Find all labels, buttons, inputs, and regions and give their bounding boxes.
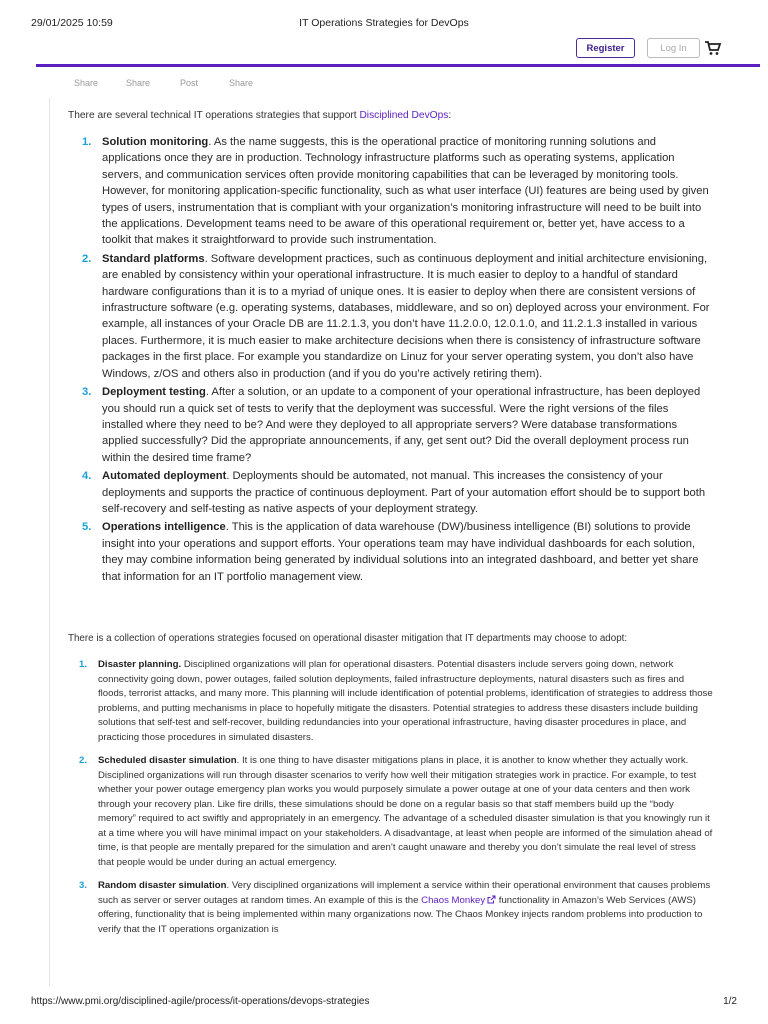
register-button[interactable]: Register — [576, 38, 635, 58]
item-term: Scheduled disaster simulation — [98, 755, 237, 766]
chaos-monkey-link[interactable]: Chaos Monkey — [421, 894, 486, 906]
list-item: 4. Automated deployment. Deployments should be automated, not manual. This increases the consistency of your deployments and supports the practice of continuous deployment. Part of your automation effort should be to support both self-recovery and self-testing as native aspects of your deployment strategy. — [82, 470, 706, 515]
header-accent-line — [36, 64, 760, 67]
item-text: . Very disciplined organizations will implement a service within their operational environment that causes problems such as server or server outages at random times. An example of this is the — [98, 880, 711, 906]
item-term: Deployment testing — [102, 386, 206, 399]
item-term: Standard platforms — [102, 252, 205, 265]
item-text: Disciplined organizations will plan for operational disasters. Potential disasters include servers going down, network connectivity going down, power outages, failed solution deployments, failed infrastructure deployments, natural disasters such as fires and floods, terrorist attacks, and many more. This planning will include identification of potential problems, identification of strategies to address those problems, and putting mechanisms in place to hopefully mitigate the disasters. Potential strategies to address these disasters include building solutions that self-test and self-recover, building redundancies into your operational infrastructure, having disaster procedures in place, and practicing those procedures in simulated disasters. — [98, 659, 713, 743]
item-term: Solution monitoring — [102, 136, 209, 148]
print-header — [31, 17, 737, 31]
item-text: . Software development practices, such as continuous deployment and initial architecture envisioning, are enabled by consistency within your operational infrastructure. It is much easier to deploy to a handful of standard hardware configurations than it is to a myriad of unique ones. It is easier to deploy when there are consistent versions of infrastructure software (e.g. operating systems, databases, middleware, and so on) deployed across your environment. For example, all instances of your Oracle DB are 11.2.1.3, you don’t have 11.2.0.0, 12.0.1.0, and 11.2.1.3 installed in various places. Furthermore, it is much easier to make architecture decisions when there is consistency of infrastructure software packages in the first place. For example you standardize on Linuz for your server operating system, you don’t also have Windows, z/OS and others also in production (and if you do you’re actively retiring them). — [102, 252, 710, 380]
disciplined-devops-link[interactable]: Disciplined DevOps — [359, 110, 449, 121]
print-footer — [31, 996, 737, 1010]
list-item: 1. Disaster planning. Disciplined organizations will plan for operational disasters. Potential disasters include servers going down, network connectivity going down, power outages, failed solution deployments, failed infrastructure deployments, natural disasters such as fires and floods, terrorist attacks, and many more. This planning will include identification of potential problems, identification of strategies to address those problems, and putting mechanisms in place to hopefully mitigate the disasters. Potential strategies to address these disasters include building solutions that self-test and self-recover, building redundancies into your operational infrastructure, having disaster procedures in place, and practicing those procedures in simulated disasters. — [79, 659, 713, 743]
print-url: https://www.pmi.org/disciplined-agile/process/it-operations/devops-strategies — [31, 996, 370, 1007]
list-item: 3. Deployment testing. After a solution, or an update to a component of your operational infrastructure, has been deployed you should run a quick set of tests to verify that the deployment was successful. Were the right versions of the files installed where they need to be? And were they deployed to all appropriate servers? Were database transformations applied successfully? Did the appropriate announcements, if any, get sent out? Did the overall deployment process run within the desired time frame? — [82, 386, 701, 464]
post-link[interactable]: Post — [180, 78, 199, 88]
share-link[interactable]: Share — [74, 78, 99, 88]
share-link[interactable]: Share — [126, 78, 151, 88]
item-text: functionality in Amazon’s Web Services (AWS) offering, functionality that is being implemented within many organizations now. The Chaos Monkey injects random problems into production to verify that the IT operations organization is — [98, 894, 703, 935]
print-page-number: 1/2 — [723, 996, 737, 1007]
item-term: Automated deployment — [102, 470, 227, 483]
technical-strategies-list — [72, 134, 712, 585]
intro-technical: There are several technical IT operations strategies that support Disciplined DevOps: — [68, 110, 452, 121]
site-header — [36, 36, 760, 68]
item-text: . As the name suggests, this is the operational practice of monitoring running solutions and applications once they are in production. Technology infrastructure platforms such as operating systems, application servers, and communication services often provide monitoring capabilities that can be leveraged by monitoring tools. However, for monitoring application-specific functionality, such as what user interface (UI) features are being used by given types of users, instrumentation that is compliant with your organization’s monitoring infrastructure will need to be built into the applications. Development teams need to be aware of this operational requirement or, better yet, have access to a toolkit that makes it straightforward to provide such instrumentation. — [102, 136, 709, 247]
list-item: 2. Standard platforms. Software development practices, such as continuous deployment and initial architecture envisioning, are enabled by consistency within your operational infrastructure. It is much easier to deploy to a handful of standard hardware configurations than it is to a myriad of unique ones. It is easier to deploy when there are consistent versions of infrastructure software (e.g. operating systems, databases, middleware, and so on) deployed across your environment. For example, all instances of your Oracle DB are 11.2.1.3, you don’t have 11.2.0.0, 12.0.1.0, and 11.2.1.3 installed in various places. Furthermore, it is much easier to make architecture decisions when there is consistency of infrastructure software packages in the first place. For example you standardize on Linuz for your server operating system, you don’t also have Windows, z/OS and others also in production (and if you do you’re actively retiring them). — [82, 252, 710, 380]
share-link[interactable]: Share — [229, 78, 254, 88]
item-term: Disaster planning. — [98, 659, 182, 670]
print-doc-title: IT Operations Strategies for DevOps — [299, 17, 469, 29]
item-term: Random disaster simulation — [98, 880, 227, 891]
print-datetime: 29/01/2025 10:59 — [31, 17, 113, 29]
article-body — [49, 98, 717, 986]
cart-icon[interactable] — [704, 40, 722, 56]
item-term: Operations intelligence — [102, 521, 226, 534]
intro-disaster: There is a collection of operations strategies focused on operational disaster mitigation that IT departments may choose to adopt: — [68, 633, 628, 644]
item-text: . Deployments should be automated, not manual. This increases the consistency of your deployments and supports the practice of continuous deployment. Part of your automation effort should be to support both self-recovery and self-testing as native aspects of your deployment strategy. — [102, 470, 706, 515]
item-text: . It is one thing to have disaster mitigations plans in place, it is another to know whether they actually work. Disciplined organizations will run through disaster scenarios to verify how well their mitigation strategies work in practice. For example, to test whether your power outage emergency plan works you would purposely simulate a power outage at one of your data centers and then work through your recovery plan. Like fire drills, these simulations should be done on a regular basis so that staff members build up the “body memory” required to act swiftly and appropriately in an emergency. The advantage of a scheduled disaster simulation is that you knowingly run it at a time where you will have minimal impact on your stakeholders. A disadvantage, at least when people are informed of the simulation ahead of time, is that people are mentally prepared for the simulation and aren’t caught unaware and thereby you don’t simulate the real level of stress that people would be under during an actual emergency. — [98, 755, 713, 868]
list-item: 2. Scheduled disaster simulation. It is one thing to have disaster mitigations plans in place, it is another to know whether they actually work. Disciplined organizations will run through disaster scenarios to verify how well their mitigation strategies work in practice. For example, to test whether your power outage emergency plan works you would purposely simulate a power outage at one of your data centers and then work through your recovery plan. Like fire drills, these simulations should be done on a regular basis so that staff members build up the “body memory” required to act swiftly and appropriately in an emergency. The advantage of a scheduled disaster simulation is that you knowingly run it at a time where you will have minimal impact on your stakeholders. A disadvantage, at least when people are informed of the simulation ahead of time, is that people are mentally prepared for the simulation and aren’t caught unaware and thereby you don’t simulate the real level of stress that people would be under during an actual emergency. — [79, 755, 713, 868]
disaster-strategies-list — [69, 658, 714, 946]
external-link-icon — [487, 895, 496, 904]
list-item: 3. Random disaster simulation. Very disciplined organizations will implement a service within their operational environment that causes problems such as server or server outages at random times. An example of this is the Chaos Monkey functionality in Amazon’s Web Services (AWS) offering, functionality that is being implemented within many organizations now. The Chaos Monkey injects random problems into production to verify that the IT operations organization is — [79, 880, 711, 935]
login-button[interactable]: Log In — [647, 38, 700, 58]
list-item: 1. Solution monitoring. As the name suggests, this is the operational practice of monitoring running solutions and applications once they are in production. Technology infrastructure platforms such as operating systems, application servers, and communication services often provide monitoring capabilities that can be leveraged by monitoring tools. However, for monitoring application-specific functionality, such as what user interface (UI) features are being used by given types of users, instrumentation that is compliant with your organization’s monitoring infrastructure will need to be built into the applications. Development teams need to be aware of this operational requirement or, better yet, have access to a toolkit that makes it straightforward to provide such instrumentation. — [82, 136, 709, 247]
item-text: . After a solution, or an update to a component of your operational infrastructure, has been deployed you should run a quick set of tests to verify that the deployment was successful. Were the right versions of the files installed where they need to be? And were they deployed to all appropriate servers? Were database transformations applied successfully? Did the appropriate announcements, if any, get sent out? Did the overall deployment process run within the desired time frame? — [102, 386, 701, 464]
list-item: 5. Operations intelligence. This is the application of data warehouse (DW)/business intelligence (BI) solutions to provide insight into your operations and support efforts. Your operations team may have individual dashboards for each solution, they may combine information being generated by individual solutions into an integrated dashboard, and better yet share that information for an IT portfolio management view. — [82, 521, 699, 583]
item-text: . This is the application of data warehouse (DW)/business intelligence (BI) solutions to provide insight into your operations and support efforts. Your operations team may have individual dashboards for each solution, they may combine information being generated by individual solutions into an integrated dashboard, and better yet share that information for an IT portfolio management view. — [102, 521, 699, 583]
